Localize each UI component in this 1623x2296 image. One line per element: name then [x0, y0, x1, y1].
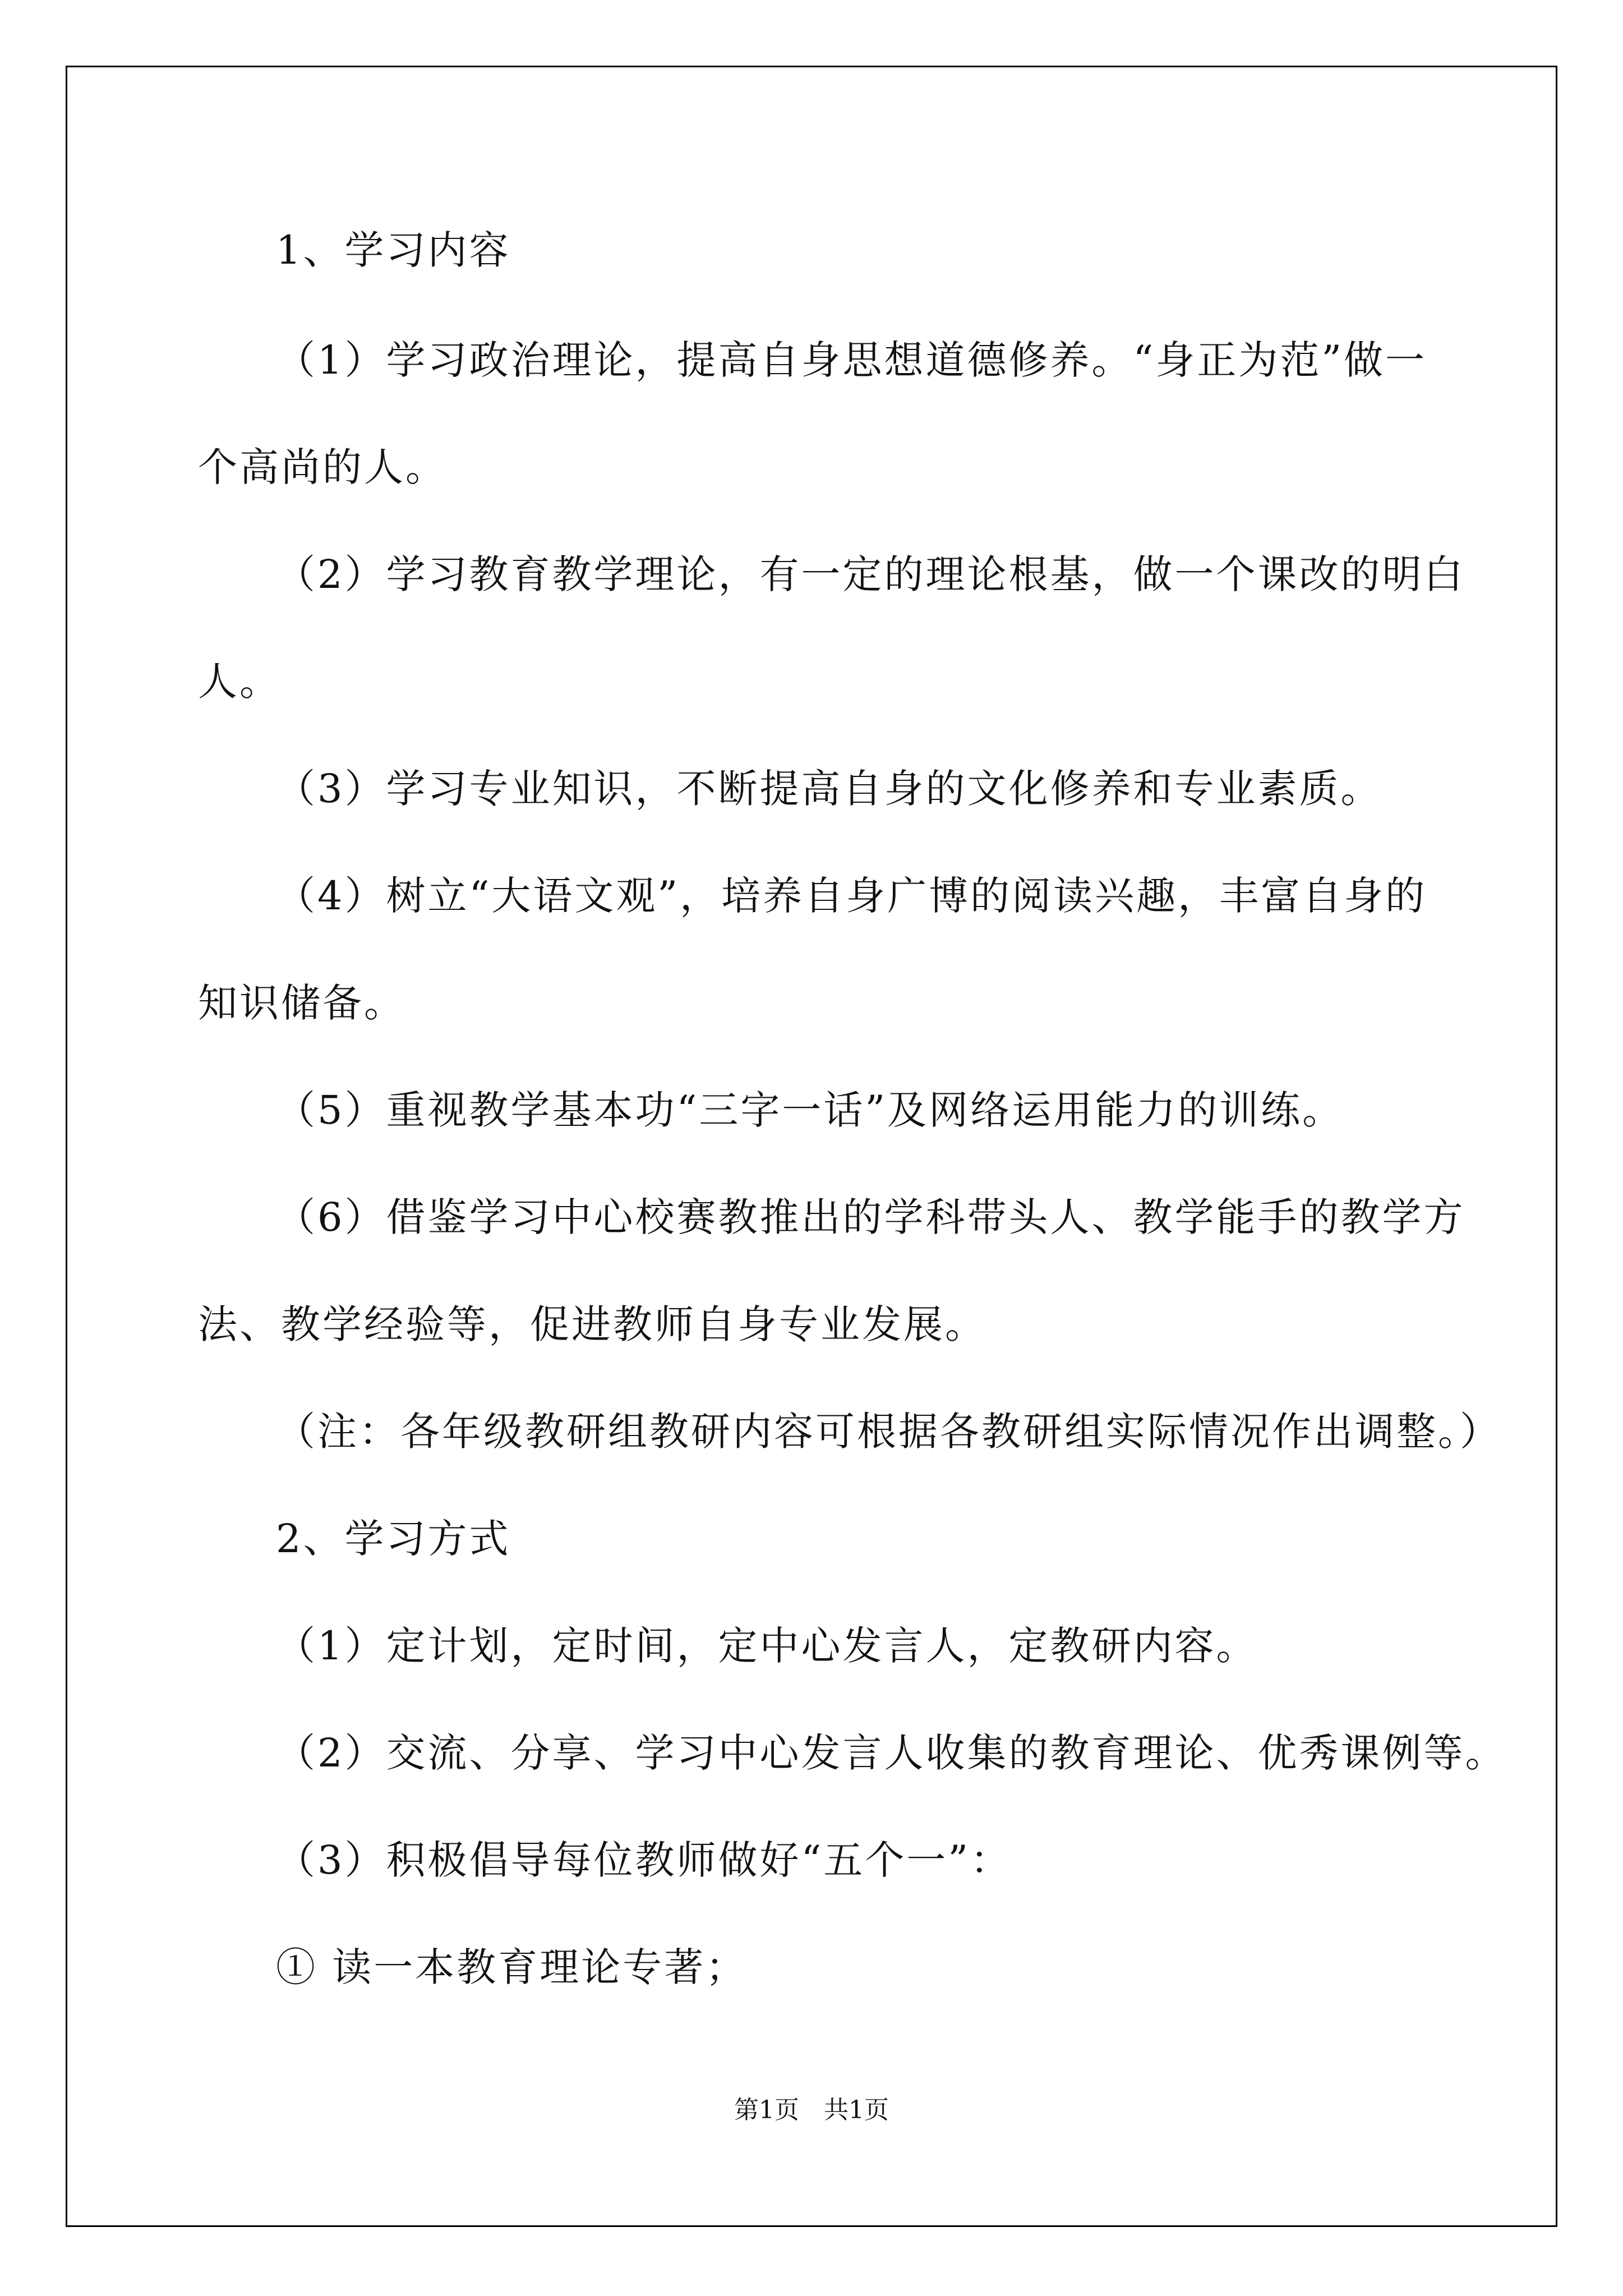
- paragraph-line: （5）重视教学基本功“三字一话”及网络运用能力的训练。: [276, 1087, 1344, 1133]
- paragraph-line: 个高尚的人。: [198, 444, 447, 490]
- paragraph-line: （2）交流、分享、学习中心发言人收集的教育理论、优秀课例等。: [276, 1730, 1507, 1776]
- paragraph-line: （2）学习教育教学理论，有一定的理论根基，做一个课改的明白: [276, 551, 1465, 597]
- paragraph-line: （4）树立“大语文观”，培养自身广博的阅读兴趣，丰富自身的: [276, 873, 1427, 919]
- paragraph-line: （1）学习政治理论，提高自身思想道德修养。“身正为范”做一: [276, 337, 1427, 383]
- paragraph-line: （6）借鉴学习中心校赛教推出的学科带头人、教学能手的教学方: [276, 1194, 1465, 1240]
- paragraph-line: 人。: [198, 659, 281, 705]
- paragraph-line: 知识储备。: [198, 980, 405, 1026]
- list-item: ① 读一本教育理论专著；: [276, 1944, 748, 1990]
- section-heading-2: 2、学习方式: [276, 1516, 511, 1562]
- section-heading-1: 1、学习内容: [276, 227, 511, 273]
- paragraph-line: 法、教学经验等，促进教师自身专业发展。: [198, 1301, 986, 1347]
- paragraph-line: （1）定计划，定时间，定中心发言人，定教研内容。: [276, 1623, 1258, 1669]
- note-line: （注：各年级教研组教研内容可根据各教研组实际情况作出调整。）: [276, 1409, 1501, 1455]
- page-number-footer: 第1页 共1页: [734, 2096, 889, 2124]
- paragraph-line: （3）积极倡导每位教师做好“五个一”：: [276, 1837, 1012, 1883]
- paragraph-line: （3）学习专业知识，不断提高自身的文化修养和专业素质。: [276, 766, 1382, 812]
